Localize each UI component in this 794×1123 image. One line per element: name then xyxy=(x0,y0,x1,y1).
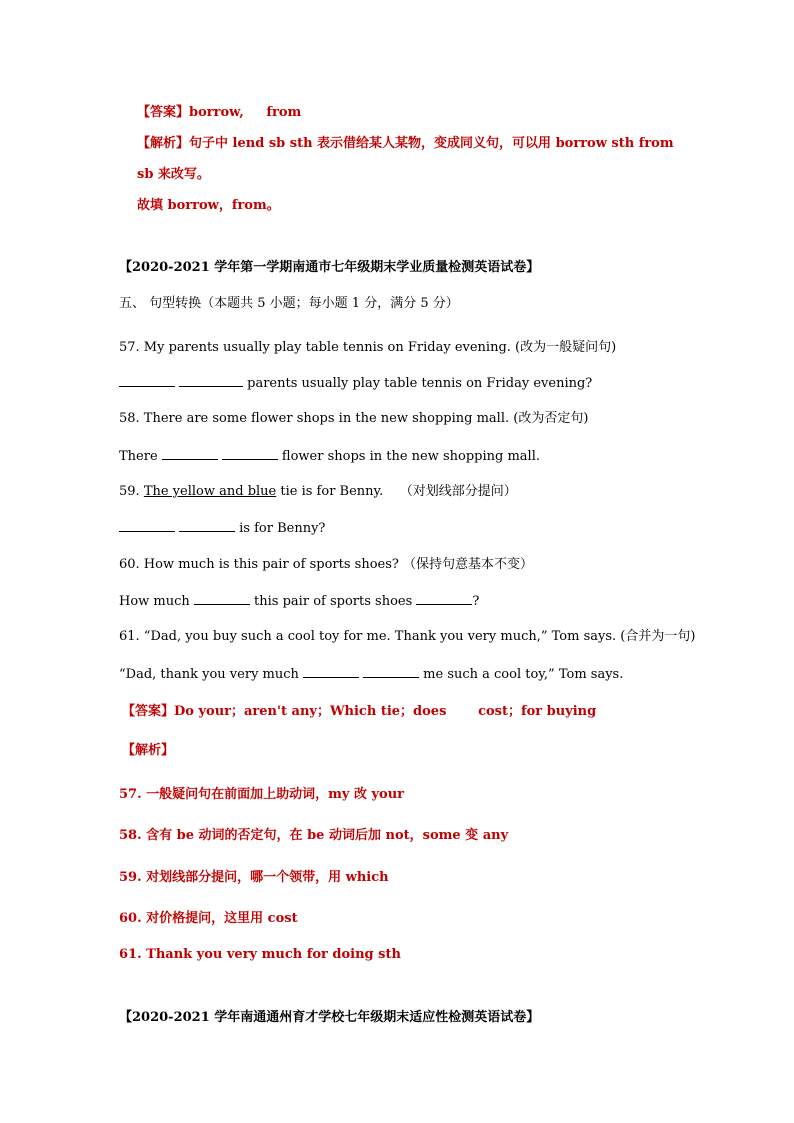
analysis-note-58: 58. 含有 be 动词的否定句，在 be 动词后加 not，some 变 any xyxy=(119,828,509,843)
question-60-prompt: 60. How much is this pair of sports shoes? （保持句意基本不变） xyxy=(119,557,533,572)
answer-blank[interactable] xyxy=(222,447,278,460)
next-source-title: 【2020-2021 学年南通通州育才学校七年级期末适应性检测英语试卷】 xyxy=(119,1010,540,1025)
answer-blank[interactable] xyxy=(119,374,175,387)
answer-prefix: “Dad, thank you very much xyxy=(119,667,304,682)
answer-rest: flower shops in the new shopping mall. xyxy=(277,449,541,464)
question-59-prompt xyxy=(119,483,517,501)
question-58-answer-line xyxy=(119,447,540,466)
analysis-note-60: 60. 对价格提问，这里用 cost xyxy=(119,911,298,926)
prev-analysis-line3: 故填 borrow，from。 xyxy=(137,198,280,213)
question-57-prompt: 57. My parents usually play table tennis on Friday evening. (改为一般疑问句) xyxy=(119,340,617,355)
analysis-tag: 【解析】 xyxy=(137,136,190,151)
answer-blank[interactable] xyxy=(363,665,419,678)
answer-mid: this pair of sports shoes xyxy=(249,594,417,609)
question-number: 59. xyxy=(119,484,144,499)
question-57-answer-line xyxy=(119,374,592,393)
prompt-rest: tie is for Benny. （对划线部分提问） xyxy=(276,484,517,499)
answer-text: Do your；aren't any；Which tie；does cost；for buying xyxy=(174,704,597,719)
answer-text: borrow, from xyxy=(189,105,302,120)
source-title: 【2020-2021 学年第一学期南通市七年级期末学业质量检测英语试卷】 xyxy=(119,260,540,275)
answer-blank[interactable] xyxy=(194,592,250,605)
analysis-note-57: 57. 一般疑问句在前面加上助动词，my 改 your xyxy=(119,787,405,802)
prev-analysis-line2: sb 来改写。 xyxy=(137,167,210,182)
question-59-answer-line xyxy=(119,519,325,538)
answer-tag: 【答案】 xyxy=(122,704,175,719)
analysis-text: 句子中 lend sb sth 表示借给某人某物，变成同义句，可以用 borrow sth from xyxy=(189,136,674,151)
answer-blank[interactable] xyxy=(303,665,359,678)
underlined-phrase: The yellow and blue xyxy=(143,484,277,499)
answer-rest: is for Benny? xyxy=(235,521,326,536)
section-heading: 五、 句型转换（本题共 5 小题；每小题 1 分，满分 5 分） xyxy=(119,296,459,311)
prev-analysis-line1 xyxy=(137,135,674,153)
answer-tag: 【答案】 xyxy=(137,105,190,120)
answer-rest: me such a cool toy,” Tom says. xyxy=(419,667,624,682)
answer-blank[interactable] xyxy=(162,447,218,460)
prev-answer-line xyxy=(137,104,301,122)
question-61-answer-line xyxy=(119,665,623,684)
key-answer-line xyxy=(122,703,596,721)
answer-prefix: There xyxy=(119,449,162,464)
answer-blank[interactable] xyxy=(179,519,235,532)
answer-prefix: How much xyxy=(119,594,194,609)
key-analysis-tag: 【解析】 xyxy=(122,743,175,758)
answer-blank[interactable] xyxy=(416,592,472,605)
answer-rest: parents usually play table tennis on Friday evening? xyxy=(243,376,593,391)
question-60-answer-line xyxy=(119,592,479,611)
answer-blank[interactable] xyxy=(179,374,243,387)
analysis-note-61: 61. Thank you very much for doing sth xyxy=(119,947,401,962)
question-61-prompt: 61. “Dad, you buy such a cool toy for me. Thank you very much,” Tom says. (合并为一句) xyxy=(119,629,696,644)
analysis-note-59: 59. 对划线部分提问，哪一个领带，用 which xyxy=(119,870,389,885)
answer-blank[interactable] xyxy=(119,519,175,532)
answer-end: ? xyxy=(472,594,480,609)
question-58-prompt: 58. There are some flower shops in the new shopping mall. (改为否定句) xyxy=(119,411,589,426)
